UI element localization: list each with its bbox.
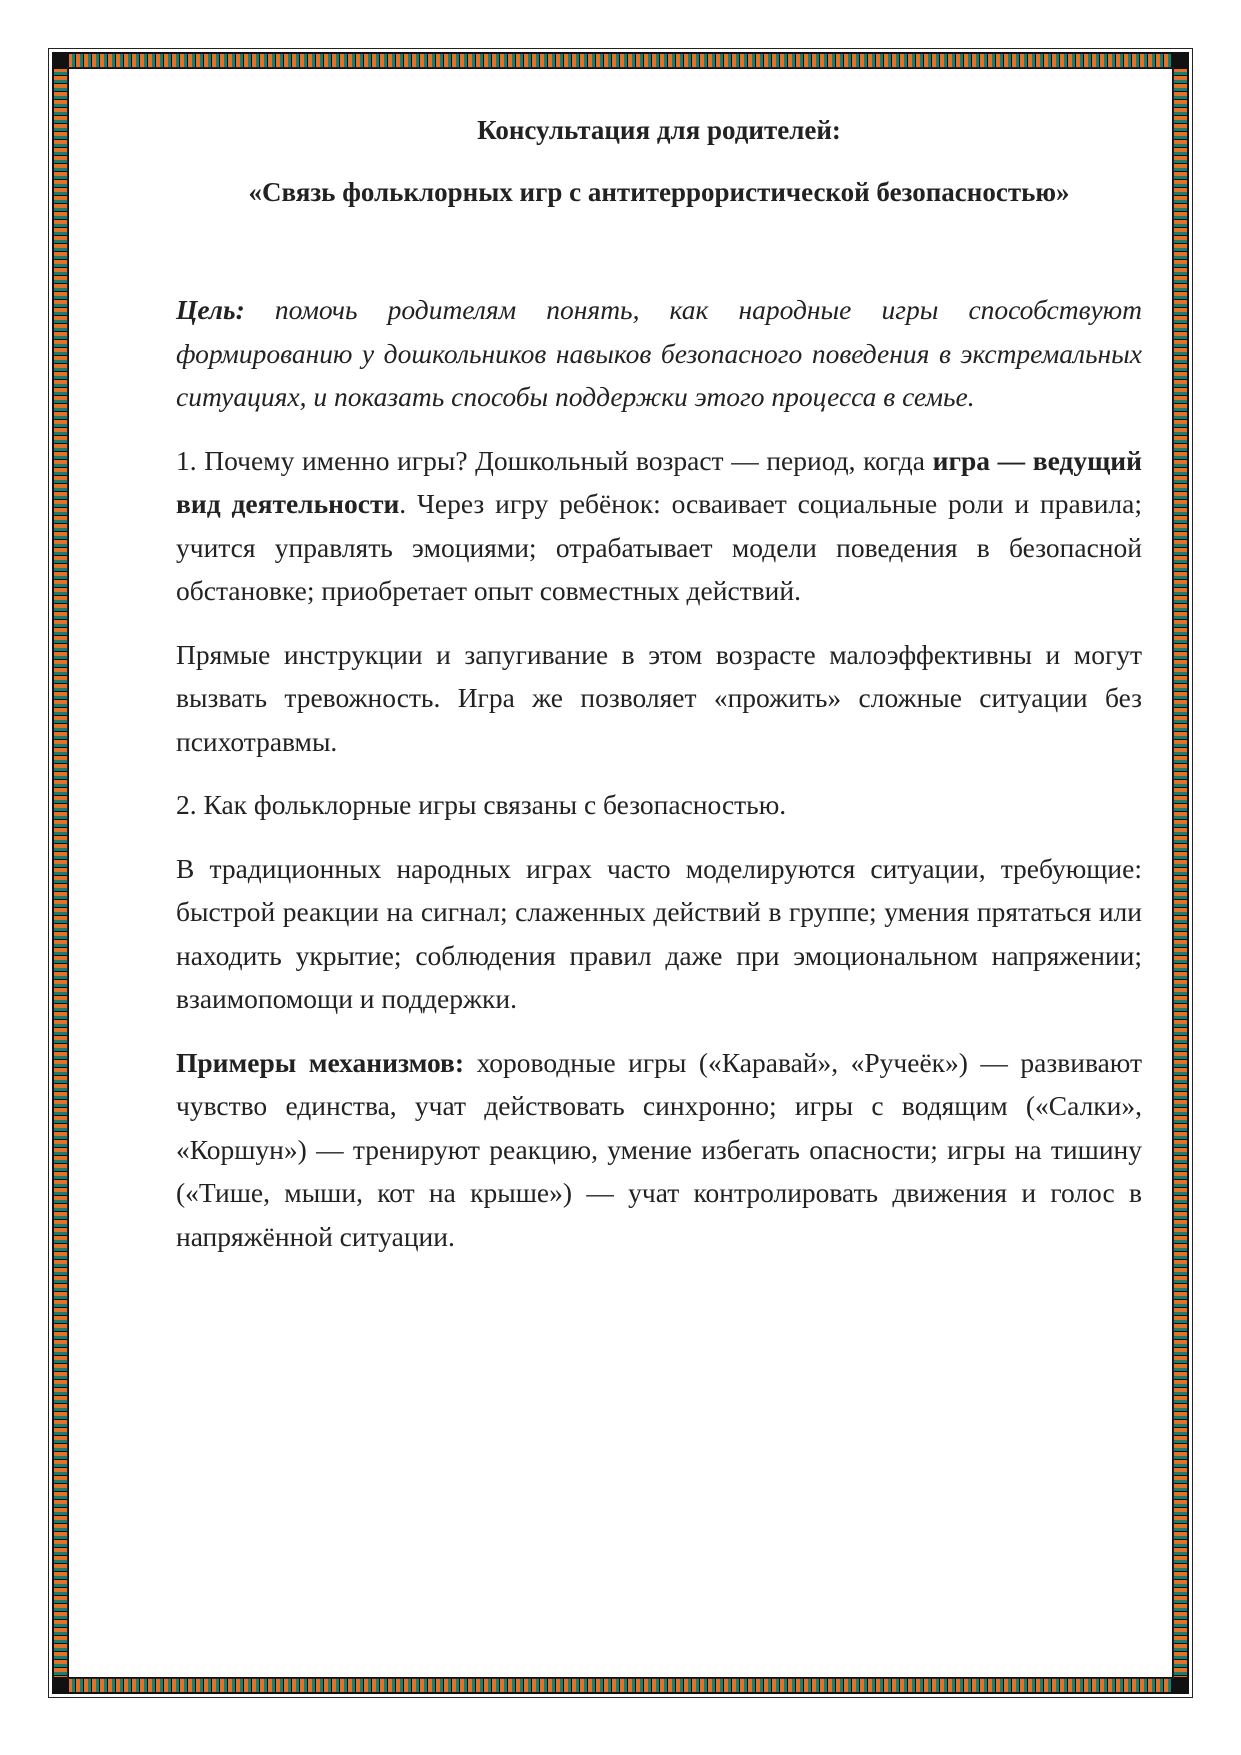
section-1-bold: игра — ведущий вид деятельности — [176, 444, 1142, 519]
paragraph-3: В традиционных народных играх часто моделируются ситуации, требующие: быстрой реакции на сигнал; слаженных действий в группе; умения прятаться или находить укрытие; соблюдения правил даже при эмоциональном напряжении; взаимопомощи и поддержки. — [176, 852, 1142, 1014]
document-content — [176, 112, 1142, 1258]
section-1-rest: . Через игру ребёнок: осваивает социальные роли и правила; учится управлять эмоциями; отрабатывает модели поведения в безопасной обстановке; приобретает опыт совместных действий. — [176, 488, 1142, 606]
goal-paragraph — [176, 288, 1142, 419]
document-subtitle: «Связь фольклорных игр с антитеррористической безопасностью» — [248, 177, 1070, 207]
section-2-heading: 2. Как фольклорные игры связаны с безопасностью. — [176, 789, 787, 820]
paragraph-2: Прямые инструкции и запугивание в этом возрасте малоэффективны и могут вызвать тревожность. Игра же позволяет «прожить» сложные ситуации без психотравмы. — [176, 638, 1142, 757]
section-1-paragraph — [176, 439, 1142, 613]
border-corner — [52, 1677, 69, 1694]
border-corner — [1172, 52, 1189, 69]
section-1-intro: 1. Почему именно игры? Дошкольный возраст — период, когда — [176, 444, 933, 476]
goal-label: Цель: — [176, 294, 245, 325]
examples-label: Примеры механизмов: — [176, 1046, 465, 1078]
examples-paragraph — [176, 1041, 1142, 1259]
border-band-right — [1172, 52, 1189, 1694]
border-corner — [1172, 1677, 1189, 1694]
examples-text: хороводные игры («Каравай», «Ручеёк») — развивают чувство единства, учат действовать синхронно; игры с водящим («Салки», «Коршун») — тренируют реакцию, умение избегать опасности; игры на тишину («Тише, мыши, кот на крыше») — учат контролировать движения и голос в напряжённой ситуации. — [176, 1046, 1142, 1252]
document-title: Консультация для родителей: — [477, 115, 841, 145]
goal-text: помочь родителям понять, как народные игры способствуют формированию у дошкольников навыков безопасного поведения в экстремальных ситуациях, и показать способы поддержки этого процесса в семье. — [176, 294, 1142, 412]
border-band-bottom — [52, 1677, 1189, 1694]
